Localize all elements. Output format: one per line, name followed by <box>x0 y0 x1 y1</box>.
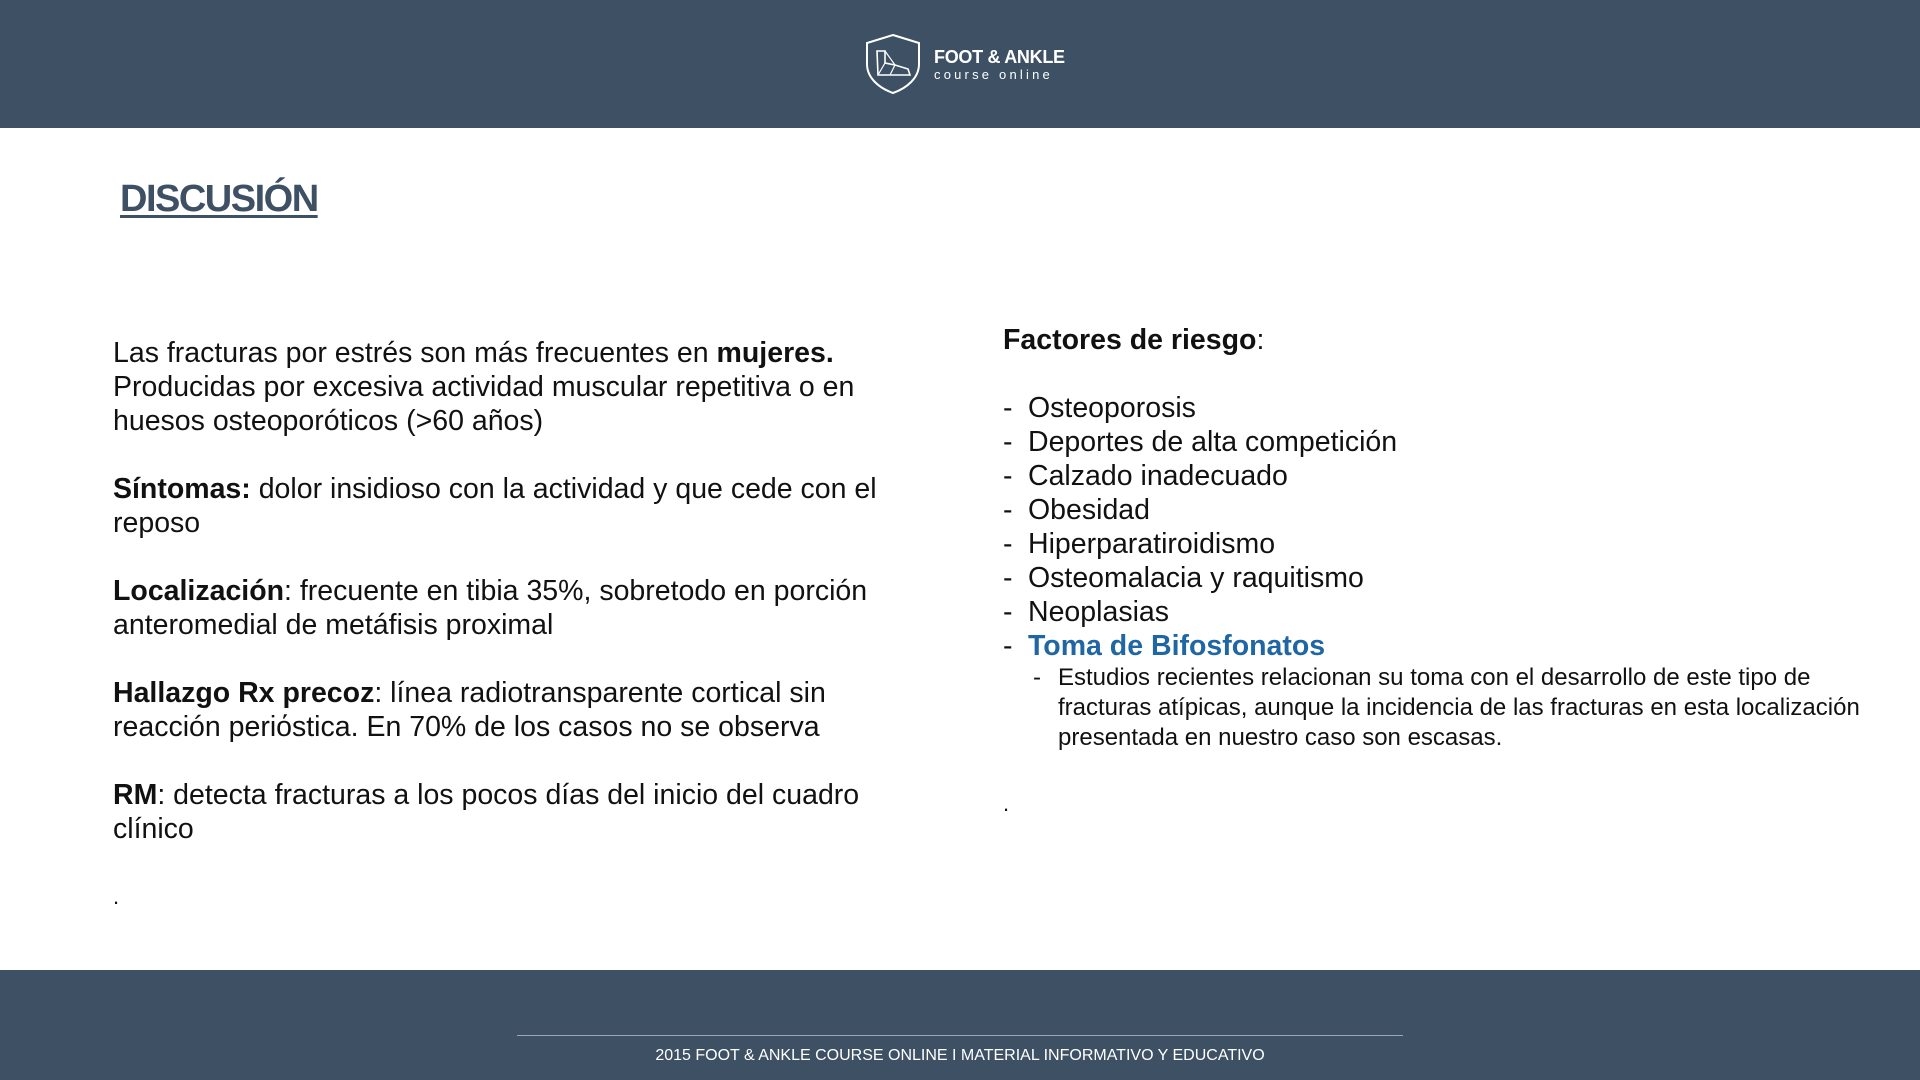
dash-bullet: - <box>1003 494 1013 526</box>
dash-bullet: - <box>1003 460 1013 492</box>
header-bar <box>0 0 1920 128</box>
paragraph-location <box>113 574 913 642</box>
bisphosphonates-highlight: Toma de Bifosfonatos <box>1028 630 1326 662</box>
list-item-text: Osteoporosis <box>1028 392 1196 424</box>
sub-item <box>1033 663 1903 753</box>
paragraph-xray <box>113 676 913 744</box>
risk-factors-title: Factores de riesgo <box>1003 324 1257 356</box>
footer-divider <box>517 1035 1403 1036</box>
trailing-dot: . <box>1003 791 1010 816</box>
mri-label: RM <box>113 779 158 811</box>
list-item-text: Obesidad <box>1028 494 1151 526</box>
dash-bullet: - <box>1003 562 1013 594</box>
list-item <box>1003 527 1903 561</box>
sub-item-text: Estudios recientes relacionan su toma con el desarrollo de este tipo de fracturas atípicas, aunque la incidencia de las fracturas en esta localización presentada en nuestro caso son escasas. <box>1058 664 1860 751</box>
emphasis-women: mujeres. <box>716 337 834 369</box>
list-item <box>1003 595 1903 629</box>
paragraph-text-cont: Producidas por excesiva actividad muscular repetitiva o en huesos osteoporóticos (>60 años) <box>113 371 855 437</box>
logo-title: FOOT & ANKLE <box>934 46 1065 67</box>
risk-factors-list <box>1003 391 1903 663</box>
list-item-text: Deportes de alta competición <box>1028 426 1398 458</box>
risk-factors-heading <box>1003 323 1903 357</box>
page-title: DISCUSIÓN <box>120 178 318 220</box>
list-item-text: Calzado inadecuado <box>1028 460 1288 492</box>
dash-bullet: - <box>1003 426 1013 458</box>
xray-text: : línea radiotransparente cortical sin reacción periόstica. En 70% de los casos no se observa <box>113 677 826 743</box>
dash-bullet: - <box>1003 630 1013 662</box>
list-item-highlight <box>1003 629 1903 663</box>
symptoms-text: dolor insidioso con la actividad y que cede con el reposo <box>113 473 877 539</box>
paragraph-symptoms <box>113 472 913 540</box>
dash-bullet: - <box>1003 392 1013 424</box>
paragraph-text: Las fracturas por estrés son más frecuentes en <box>113 337 717 369</box>
right-column <box>1003 323 1903 821</box>
mri-text: : detecta fracturas a los pocos días del inicio del cuadro clínico <box>113 779 860 845</box>
brand-logo <box>862 32 1065 96</box>
dash-bullet: - <box>1033 664 1041 691</box>
list-item <box>1003 561 1903 595</box>
location-label: Localización <box>113 575 285 607</box>
trailing-dot: . <box>113 884 120 909</box>
dash-bullet: - <box>1003 596 1013 628</box>
foot-shield-icon <box>862 32 924 96</box>
symptoms-label: Síntomas: <box>113 473 251 505</box>
xray-label: Hallazgo Rx precoz <box>113 677 375 709</box>
dash-bullet: - <box>1003 528 1013 560</box>
footer-text: 2015 FOOT & ANKLE COURSE ONLINE I MATERIAL INFORMATIVO Y EDUCATIVO <box>655 1047 1265 1064</box>
list-item <box>1003 425 1903 459</box>
list-item <box>1003 493 1903 527</box>
list-item-text: Osteomalacia y raquitismo <box>1028 562 1364 594</box>
left-column <box>113 336 913 914</box>
logo-subtitle: course online <box>934 66 1053 82</box>
location-text: : frecuente en tibia 35%, sobretodo en porción anteromedial de metáfisis proximal <box>113 575 868 641</box>
list-item-text: Hiperparatiroidismo <box>1028 528 1276 560</box>
paragraph-mri <box>113 778 913 846</box>
paragraph-women <box>113 336 913 438</box>
list-item <box>1003 391 1903 425</box>
heading-colon: : <box>1256 324 1265 356</box>
footer-bar <box>0 970 1920 1080</box>
list-item-text: Neoplasias <box>1028 596 1169 628</box>
list-item <box>1003 459 1903 493</box>
